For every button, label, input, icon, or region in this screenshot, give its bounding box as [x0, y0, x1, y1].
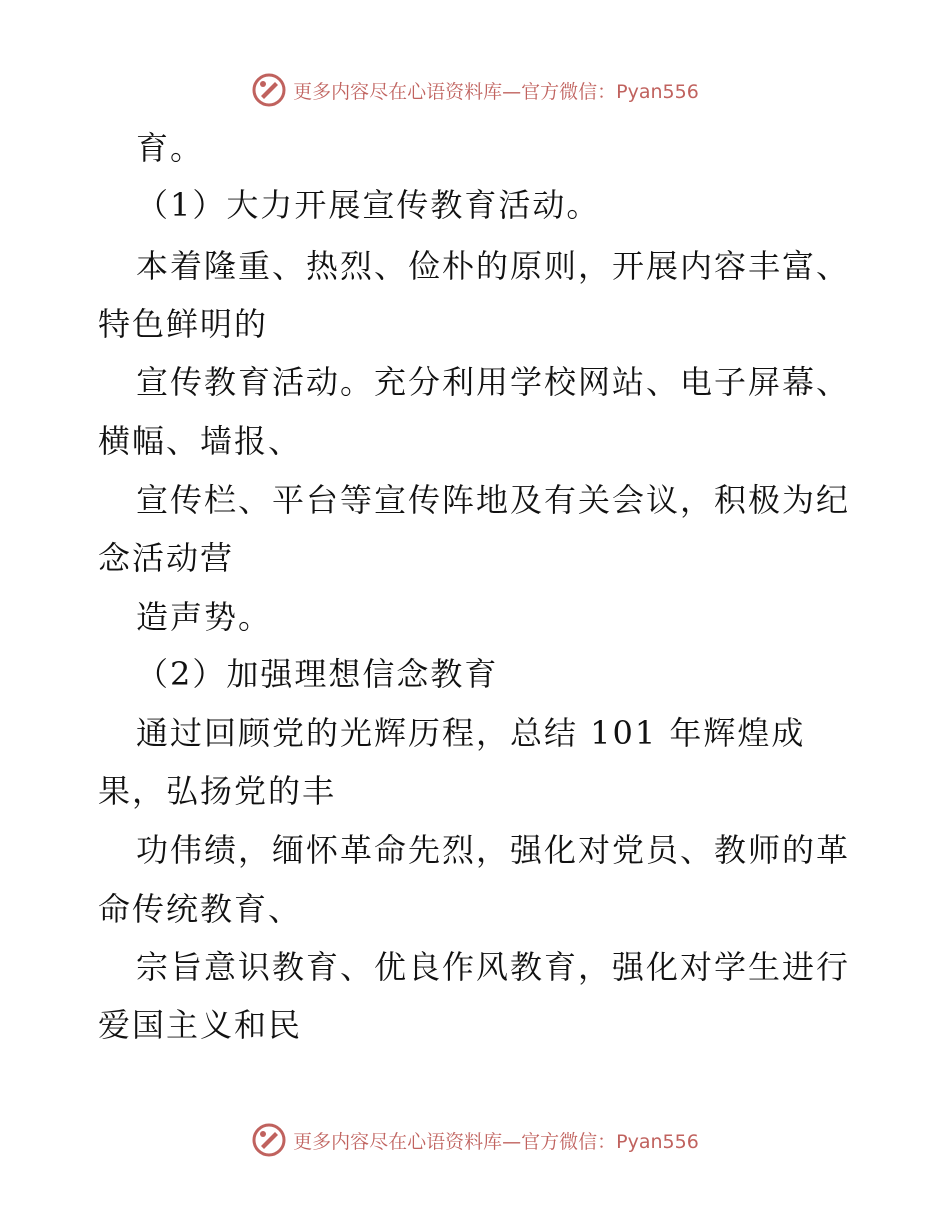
text-line: 爱国主义和民 — [98, 1006, 303, 1044]
text-line: （2）加强理想信念教育 — [136, 655, 499, 693]
text-line: 念活动营 — [98, 539, 235, 577]
text-line: 横幅、墙报、 — [98, 422, 303, 460]
footer-banner — [0, 1120, 950, 1160]
text-line: （1）大力开展宣传教育活动。 — [136, 186, 601, 224]
footer-banner-text: 更多内容尽在心语资料库—官方微信：Pyan556 — [293, 1130, 699, 1153]
text-line: 造声势。 — [136, 598, 273, 636]
header-banner-text: 更多内容尽在心语资料库—官方微信：Pyan556 — [293, 80, 699, 103]
text-line: 育。 — [136, 129, 205, 167]
header-banner — [0, 70, 950, 110]
text-line: 特色鲜明的 — [98, 305, 269, 343]
brand-logo-icon — [251, 1122, 287, 1158]
brand-logo-icon — [251, 72, 287, 108]
text-line: 宗旨意识教育、优良作风教育，强化对学生进行 — [136, 948, 851, 986]
text-line: 果，弘扬党的丰 — [98, 772, 337, 810]
text-line: 宣传栏、平台等宣传阵地及有关会议，积极为纪 — [136, 481, 851, 519]
text-line: 本着隆重、热烈、俭朴的原则，开展内容丰富、 — [136, 247, 851, 285]
text-line: 宣传教育活动。充分利用学校网站、电子屏幕、 — [136, 363, 851, 401]
text-line: 命传统教育、 — [98, 890, 303, 928]
text-line: 功伟绩，缅怀革命先烈，强化对党员、教师的革 — [136, 831, 851, 869]
text-line: 通过回顾党的光辉历程，总结 101 年辉煌成 — [136, 714, 806, 752]
